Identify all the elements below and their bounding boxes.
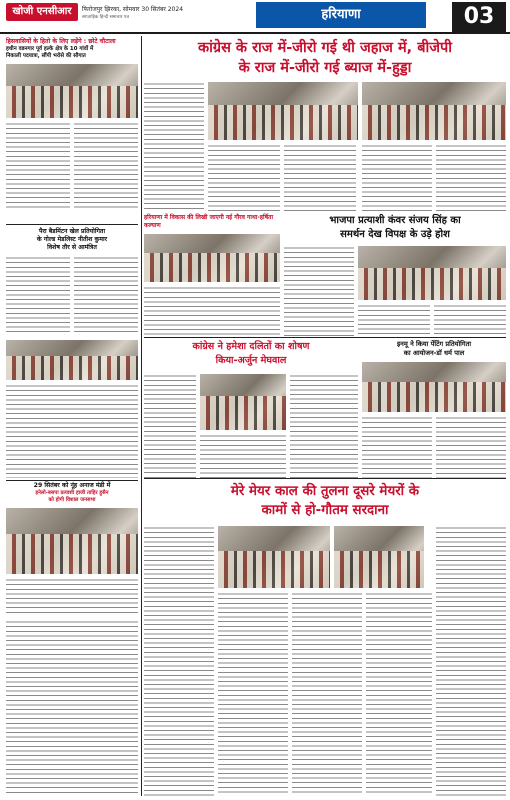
dalit-body-col3 [290,374,358,478]
page-number: 03 [452,2,506,32]
paper-subtitle: साप्ताहिक हिन्दी समाचार पत्र [82,15,129,20]
inno-body-col1 [362,416,432,478]
bjp-headline-line2: समर्थन देख विपक्ष के उड़े होश [340,229,450,240]
divider [6,224,138,225]
mayor-headline-line2: कामों से हो-गौतम सरदाना [261,503,389,518]
mayor-body-col5 [436,526,506,796]
sept29-body [6,578,138,616]
mayor-photo-2 [334,526,424,588]
main-photo-2 [362,82,506,140]
dalit-photo [200,374,286,430]
inno-headline-line2: का आयोजन-डॉ धर्म पाल [403,349,465,357]
bjp-headline-line1: भाजपा प्रत्याशी कंवर संजय सिंह का [329,215,461,226]
harshita-body [144,286,280,336]
divider [144,337,506,338]
mayor-headline-line1: मेरे मेयर काल की तुलना दूसरे मेयरों के [230,484,420,499]
left-top-headline-3: निकाली पदयात्रा, सौंपी भरोसे की सौगात [6,53,86,59]
badminton-story [6,228,138,252]
main-body-col2 [208,144,280,212]
newspaper-logo: खोजी एनसीआर [6,3,78,21]
divider [141,36,142,796]
badminton-headline-1: पैरा बैडमिंटन खेल प्रतियोगिता [38,228,106,235]
inno-body-col2 [436,416,506,478]
main-headline-line1: कांग्रेस के राज में-जीरो गई थी जहाज में, बीजेपी [198,40,452,56]
left-top-headline [6,38,138,60]
harshita-headline-text: हरियाणा में विकास की लिखी जाएगी नई गौरव गाथा-हर्षिता कल्याण [144,214,274,229]
inno-headline [362,340,506,358]
divider [144,478,506,479]
bjp-photo [358,246,506,300]
mayor-body-col2 [218,592,288,796]
main-body-col5 [436,144,506,212]
mayor-photo-1 [218,526,330,588]
dalit-body-col2 [200,434,286,478]
dalit-body-col1 [144,374,196,478]
bjp-body-col3 [434,304,506,336]
main-headline [144,38,506,78]
mayor-headline [144,482,506,520]
dalit-headline-line2: किया-अर्जुन मेघवाल [215,355,287,366]
sept29-headline-line2: इनेलो-बसपा प्रत्याशी हाजी ताहिर हुसैन [35,490,109,496]
masthead [0,0,510,34]
left-top-headline-2: हथीन वडनगार पूर्व हल्के क्षेत्र के 10 गांवों में [6,46,94,52]
left-top-photo [6,64,138,118]
sept29-portraits [6,508,138,574]
dalit-headline [144,340,358,368]
sept29-headline [6,482,138,504]
badminton-headline-2: के गोल्ड मेडलिस्ट नीतीश कुमार [36,236,108,243]
harshita-headline [144,214,280,230]
harshita-photo [144,234,280,282]
left-bottom-body [6,620,138,796]
bjp-body-col1 [284,246,354,336]
section-title: हरियाणा [256,2,426,28]
mayor-body-col1 [144,526,214,796]
left-top-headline-1: हिसवासियों के हितो के लिए लड़ेंगे : छोटे चौटाला [6,38,116,45]
left-top-body-col1 [6,122,70,210]
main-headline-line2: के राज में-जीरो गई ब्याज में-हुड्डा [238,60,412,76]
badminton-headline-3: विशेष तौर से आमंत्रित [47,244,97,251]
badminton-body-col1 [6,256,70,336]
main-body-col4 [362,144,432,212]
left-top-body-col2 [74,122,138,210]
badminton-body-col2 [74,256,138,336]
badminton-photo [6,340,138,380]
left-column-body [6,384,138,478]
main-body-col1 [144,82,204,212]
mayor-body-col3 [292,592,362,796]
dalit-headline-line1: कांग्रेस ने हमेशा दलितों का शोषण [192,341,310,352]
main-body-col3 [284,144,356,212]
bjp-headline [284,214,506,242]
bjp-body-col2 [358,304,430,336]
sept29-headline-line3: को होगी विशाल जनसभा [48,497,96,503]
inno-photo [362,362,506,412]
divider [6,480,138,481]
mayor-body-col4 [366,592,432,796]
sept29-headline-line1: 29 सितंबर को नूंह अनाज मंडी में [33,482,111,489]
inno-headline-line1: इनमू ने किया पेंटिंग प्रतियोगिता [396,340,472,348]
main-photo-1 [208,82,358,140]
dateline: फिरोजपुर झिरका, सोमवार 30 सितंबर 2024 [82,6,184,13]
